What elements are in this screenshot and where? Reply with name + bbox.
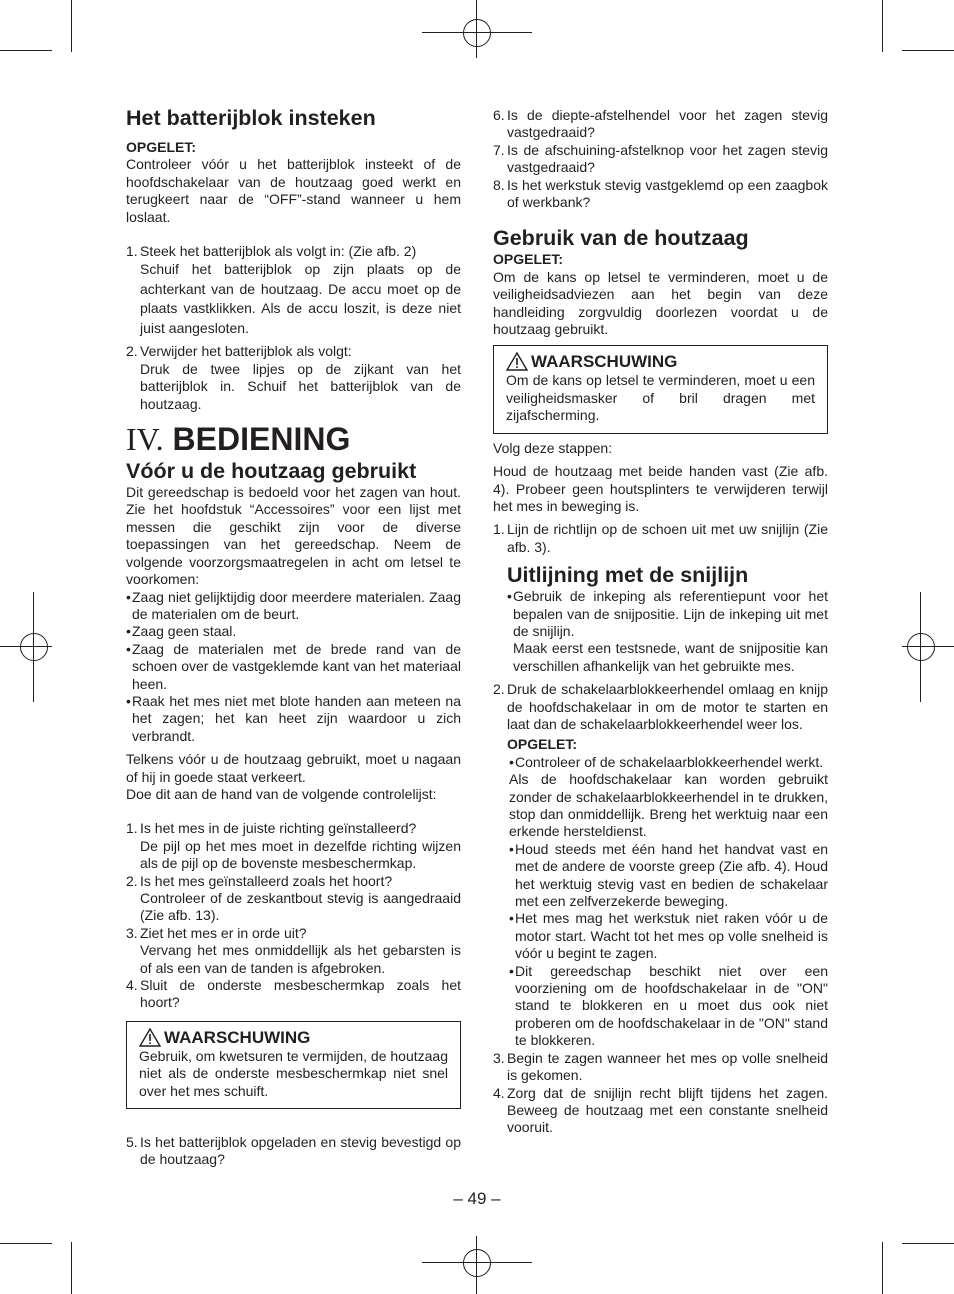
list-item: 2. Druk de schakelaarblokkeerhendel omlaag en knijp de hoofdschakelaar in om de motor te starten en laat dan de schakelaarblokkeerhendel weer los. <box>493 681 828 732</box>
caution-text: Controleer vóór u het batterijblok insteekt of de hoofdschakelaar van de houtzaag goed werkt en terugkeert naar de “OFF”-stand wanneer u hem loslaat. <box>126 156 461 225</box>
step-detail: Druk de twee lipjes op de zijkant van het batterijblok in. Schuif het batterijblok van de houtzaag. <box>140 360 461 412</box>
paragraph: Doe dit aan de hand van de volgende controlelijst: <box>126 785 437 802</box>
crop-mark <box>882 0 883 52</box>
list-item: 4. Zorg dat de snijlijn recht blijft tijdens het zagen. Beweeg de houtzaag met een constante snelheid vooruit. <box>493 1084 828 1136</box>
warning-box <box>126 1021 461 1109</box>
crop-mark <box>0 1243 52 1244</box>
list-item: • Controleer of de schakelaarblokkeerhendel werkt. <box>509 753 824 770</box>
crop-mark <box>882 1242 883 1294</box>
right-column <box>493 107 828 1137</box>
left-column <box>126 105 461 1169</box>
warning-text: Gebruik, om kwetsuren te vermijden, de houtzaag niet als de onderste mesbeschermkap niet snel over het mes schuift. <box>139 1047 448 1099</box>
paragraph: Volg deze stappen: <box>493 439 613 456</box>
list-item: 1. Steek het batterijblok als volgt in: (Zie afb. 2) <box>126 243 417 260</box>
list-item: • Het mes mag het werkstuk niet raken vóór u de motor start. Wacht tot het mes op volle snelheid is vóór u begint te zagen. <box>509 910 828 962</box>
section-title: Het batterijblok insteken <box>126 106 376 130</box>
chapter-title: BEDIENING <box>172 421 351 458</box>
caution-text: Om de kans op letsel te verminderen, moet u de veiligheidsadviezen aan het begin van deze handleiding zorgvuldig doorlezen voordat u de houtzaag gebruikt. <box>493 268 828 338</box>
chapter-heading <box>126 420 461 458</box>
list-item: • Zaag geen staal. <box>126 623 237 640</box>
list-item: • Zaag niet gelijktijdig door meerdere materialen. Zaag de materialen om de beurt. <box>126 588 461 622</box>
crop-mark <box>902 1243 954 1244</box>
list-item: • Gebruik de inkeping als referentiepunt voor het bepalen van de snijpositie. Lijn de inkeping uit met de snijlijn. <box>507 588 828 639</box>
list-item: 7. Is de afschuining-afstelknop voor het zagen stevig vastgedraaid? <box>493 141 828 176</box>
warning-box <box>493 345 828 433</box>
list-item: 4. Sluit de onderste mesbeschermkap zoals het hoort? <box>126 977 461 1011</box>
list-item: 1. Is het mes in de juiste richting geïnstalleerd? <box>126 820 417 837</box>
warning-triangle-icon <box>506 352 528 371</box>
warning-text: Om de kans op letsel te verminderen, moet u een veiligheidsmasker of bril dragen met zijafscherming. <box>506 372 815 424</box>
paragraph: Dit gereedschap is bedoeld voor het zagen van hout. Zie het hoofdstuk “Accessoires” voor een lijst met messen die geschikt zijn voor de diverse toepassingen van het gereedschap. Neem de volgende voorzorgsmaatregelen in acht om letsel te voorkomen: <box>126 484 461 588</box>
list-item: • Dit gereedschap beschikt niet over een voorziening om de hoofdschakelaar in de "ON" stand te blokkeren en u moet dus ook niet proberen om de hoofdschakelaar in de "ON" stand te blokkeren. <box>509 962 828 1049</box>
list-item: 6. Is de diepte-afstelhendel voor het zagen stevig vastgedraaid? <box>493 107 828 141</box>
step-detail: Vervang het mes onmiddellijk als het gebarsten is of als een van de tanden is afgebroken. <box>140 942 461 976</box>
step-detail: Controleer of de zeskantbout stevig is aangedraaid (Zie afb. 13). <box>140 890 461 924</box>
crop-mark <box>71 0 72 52</box>
list-item: • Zaag de materialen met de brede rand van de schoen over de vastgeklemde kant van het materiaal heen. <box>126 640 461 692</box>
registration-circle <box>463 1249 491 1277</box>
list-item: 5. Is het batterijblok opgeladen en stevig bevestigd op de houtzaag? <box>126 1134 461 1168</box>
crop-mark <box>0 50 52 51</box>
list-item: 1. Lijn de richtlijn op de schoen uit met uw snijlijn (Zie afb. 3). <box>493 521 828 555</box>
chapter-roman: IV. <box>126 421 164 458</box>
crop-mark <box>71 1242 72 1294</box>
caution-label: OPGELET: <box>126 139 197 155</box>
step-detail: De pijl op het mes moet in dezelfde richting wijzen als de pijl op de bovenste mesbeschermkap. <box>140 837 461 872</box>
list-item: 3. Ziet het mes er in orde uit? <box>126 924 307 941</box>
caution-label: OPGELET: <box>493 251 564 268</box>
page-number: – 49 – <box>453 1189 501 1208</box>
list-item: 8. Is het werkstuk stevig vastgeklemd op een zaagbok of werkbank? <box>493 176 828 211</box>
registration-circle <box>907 633 935 661</box>
list-item: 2. Is het mes geïnstalleerd zoals het hoort? <box>126 872 393 889</box>
warning-heading: WAARSCHUWING <box>506 351 815 372</box>
section-title: Vóór u de houtzaag gebruikt <box>126 459 417 484</box>
note-text: Maak eerst een testsnede, want de snijpositie kan verschillen afhankelijk van het gebruikte mes. <box>513 640 828 674</box>
paragraph: Houd de houtzaag met beide handen vast (Zie afb. 4). Probeer geen houtsplinters te verwijderen terwijl het mes in beweging is. <box>493 463 828 514</box>
note-text: Als de hoofdschakelaar kan worden gebruikt zonder de schakelaarblokkeerhendel in te drukken, stop dan onmiddellijk. Breng het werktuig naar een erkende hersteldienst. <box>509 771 828 840</box>
list-item: 2. Verwijder het batterijblok als volgt: <box>126 343 352 360</box>
warning-triangle-icon <box>139 1028 161 1047</box>
caution-label: OPGELET: <box>507 736 578 753</box>
step-detail: Schuif het batterijblok op zijn plaats op de achterkant van de houtzaag. De accu moet op de plaats vastklikken. Als de accu loszit, is deze niet juist aangesloten. <box>140 261 461 336</box>
list-item: • Raak het mes niet met blote handen aan meteen na het zagen; het kan heet zijn waardoor u zich verbrandt. <box>126 692 461 744</box>
section-title: Uitlijning met de snijlijn <box>507 563 749 588</box>
list-item: • Houd steeds met één hand het handvat vast en met de andere de voorste greep (Zie afb. 4). Houd het werktuig stevig vast en bedien de schakelaar met een zelfverzekerde beweging. <box>509 840 828 910</box>
list-item: 3. Begin te zagen wanneer het mes op volle snelheid is gekomen. <box>493 1049 828 1084</box>
warning-heading: WAARSCHUWING <box>139 1027 448 1048</box>
registration-circle <box>463 19 491 47</box>
paragraph: Telkens vóór u de houtzaag gebruikt, moet u nagaan of hij in goede staat verkeert. <box>126 751 461 785</box>
section-title: Gebruik van de houtzaag <box>493 226 749 251</box>
registration-circle <box>20 633 48 661</box>
crop-mark <box>902 50 954 51</box>
